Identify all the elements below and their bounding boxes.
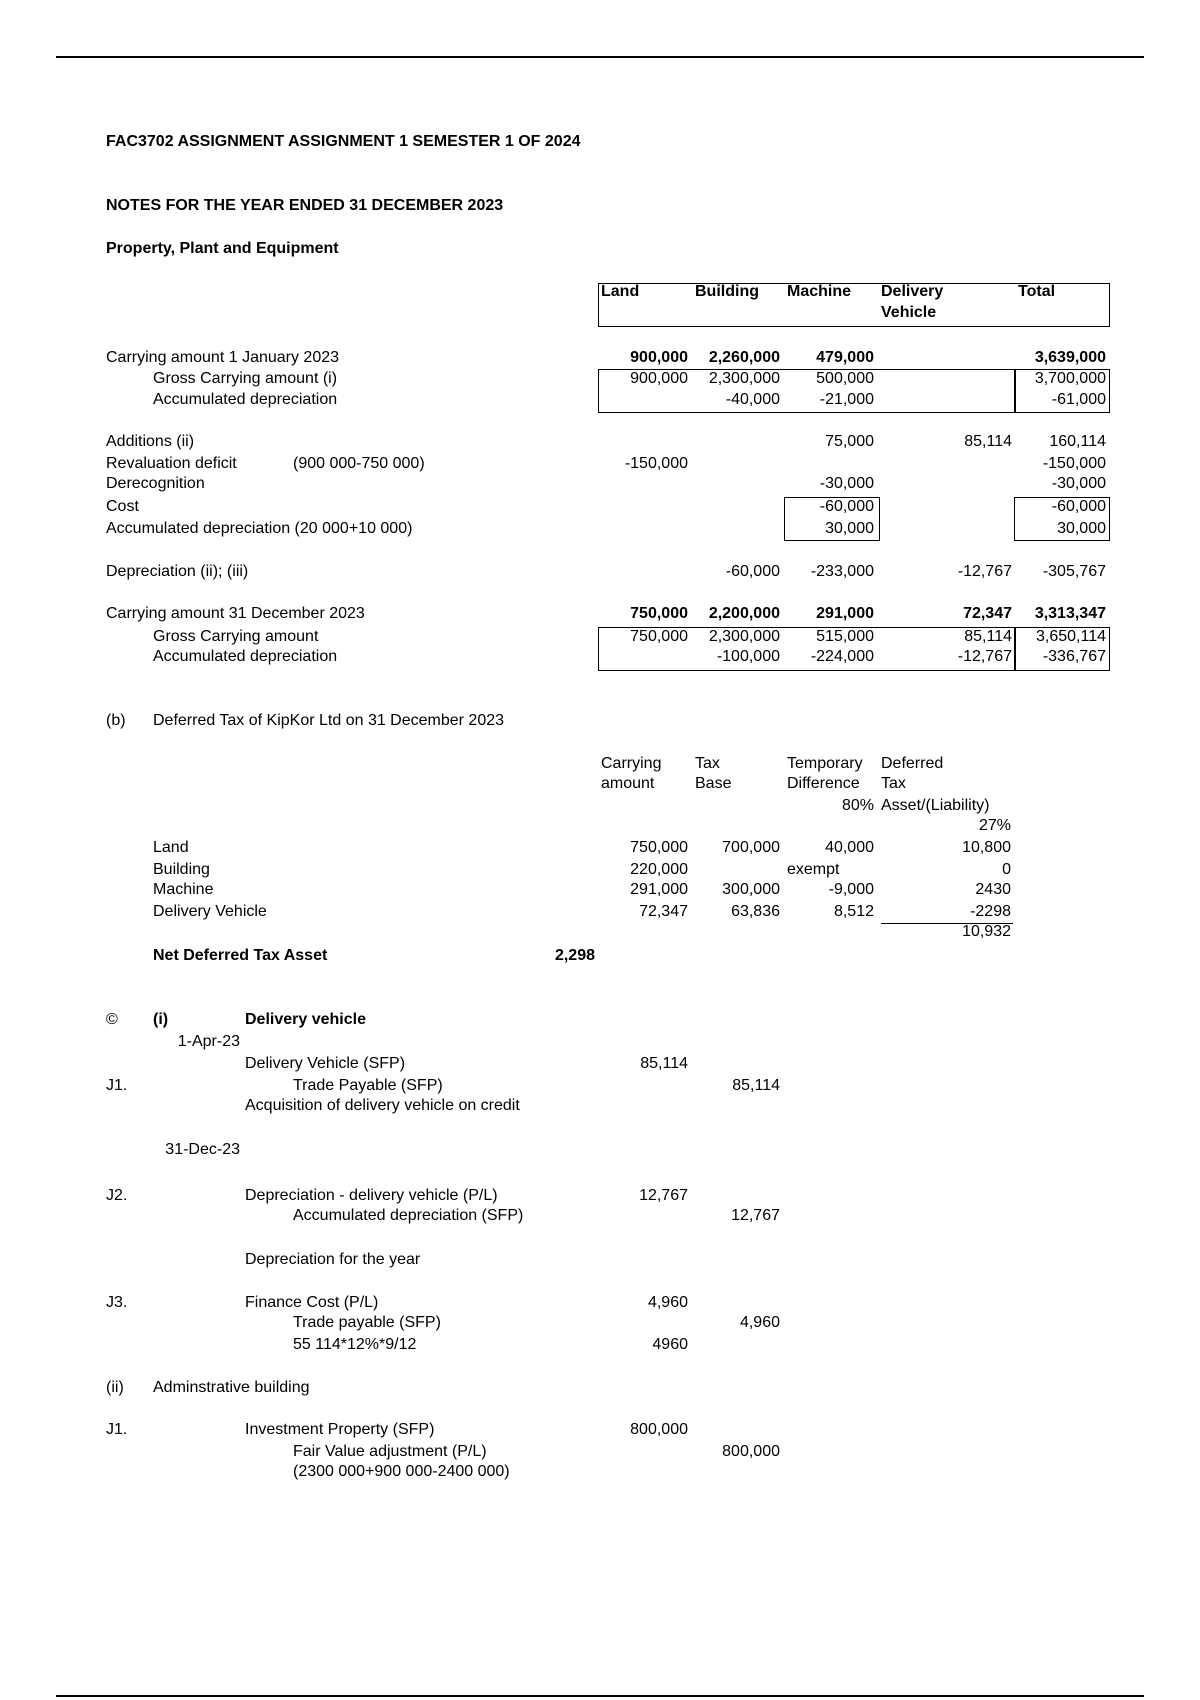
cell-machine: 75,000 bbox=[825, 433, 874, 450]
row-label: Machine bbox=[153, 881, 214, 898]
cell-deferred: 10,800 bbox=[962, 839, 1011, 856]
cell-taxbase: 700,000 bbox=[722, 839, 780, 856]
dt-header-carrying: Carrying bbox=[601, 755, 662, 772]
row-label: Carrying amount 1 January 2023 bbox=[106, 349, 340, 366]
cell-building: 2,260,000 bbox=[708, 349, 780, 366]
cell-total: 3,650,114 bbox=[1036, 628, 1106, 645]
j2-narration: Depreciation for the year bbox=[245, 1251, 421, 1268]
row-label: Revaluation deficit bbox=[106, 455, 237, 472]
cell-total: 3,639,000 bbox=[1034, 349, 1106, 366]
row-label: Accumulated depreciation bbox=[153, 391, 338, 408]
cell-machine: 479,000 bbox=[816, 349, 874, 366]
j3-credit-account: Trade payable (SFP) bbox=[293, 1314, 441, 1331]
row-label: Depreciation (ii); (iii) bbox=[106, 563, 249, 580]
cell-machine: -60,000 bbox=[819, 498, 874, 515]
j3-debit-account: Finance Cost (P/L) bbox=[245, 1294, 379, 1311]
cell-deferred: 2430 bbox=[975, 881, 1011, 898]
j2-credit-amount: 12,767 bbox=[731, 1207, 780, 1224]
cell-temp: -9,000 bbox=[828, 881, 874, 898]
row-label: Carrying amount 31 December 2023 bbox=[106, 605, 365, 622]
cell-total: -30,000 bbox=[1051, 475, 1106, 492]
row-label: Land bbox=[153, 839, 189, 856]
cell-machine: -30,000 bbox=[819, 475, 874, 492]
dt-header-taxbase-2: Base bbox=[695, 775, 732, 792]
cell-total: -60,000 bbox=[1051, 498, 1106, 515]
cell-carrying: 220,000 bbox=[630, 861, 688, 878]
j2-credit-account: Accumulated depreciation (SFP) bbox=[293, 1207, 524, 1224]
cell-building: -100,000 bbox=[716, 648, 780, 665]
row-label: Gross Carrying amount bbox=[153, 628, 319, 645]
cell-carrying: 750,000 bbox=[630, 839, 688, 856]
cell-temp: 8,512 bbox=[833, 903, 874, 920]
j2-debit-account: Depreciation - delivery vehicle (P/L) bbox=[245, 1187, 498, 1204]
cell-total: -150,000 bbox=[1042, 455, 1106, 472]
row-label: Derecognition bbox=[106, 475, 205, 492]
cell-building: 2,300,000 bbox=[708, 628, 780, 645]
j4-credit-amount: 800,000 bbox=[722, 1443, 780, 1460]
cell-machine: 30,000 bbox=[825, 520, 874, 537]
ppe-header-delivery-2: Vehicle bbox=[881, 304, 937, 321]
cell-total: 30,000 bbox=[1057, 520, 1106, 537]
cell-temp: exempt bbox=[787, 861, 840, 878]
dt-header-tax-rate: 27% bbox=[978, 817, 1011, 834]
cell-taxbase: 63,836 bbox=[731, 903, 780, 920]
section-b-label: (b) bbox=[106, 712, 126, 729]
cell-deferred: 0 bbox=[1002, 861, 1011, 878]
ppe-header-land: Land bbox=[601, 283, 640, 300]
cell-total: 3,700,000 bbox=[1034, 370, 1106, 387]
dt-header-carrying-2: amount bbox=[601, 775, 655, 792]
row-label: Building bbox=[153, 861, 210, 878]
sub-i-title: Delivery vehicle bbox=[245, 1011, 366, 1028]
dt-header-temp: Temporary bbox=[787, 755, 863, 772]
cell-total: 3,313,347 bbox=[1034, 605, 1106, 622]
dt-header-temp-rate: 80% bbox=[841, 797, 874, 814]
row-label: Accumulated depreciation (20 000+10 000) bbox=[106, 520, 413, 537]
j3-calculation-value: 4960 bbox=[652, 1336, 688, 1353]
cell-machine: -21,000 bbox=[819, 391, 874, 408]
row-label: Gross Carrying amount (i) bbox=[153, 370, 338, 387]
cell-carrying: 72,347 bbox=[639, 903, 688, 920]
j1-debit-amount: 85,114 bbox=[640, 1055, 688, 1072]
cell-delivery: -12,767 bbox=[957, 648, 1012, 665]
notes-heading: NOTES FOR THE YEAR ENDED 31 DECEMBER 2023 bbox=[106, 197, 504, 214]
top-rule bbox=[56, 56, 1144, 58]
cell-delivery: 85,114 bbox=[964, 433, 1012, 450]
cell-building: 2,300,000 bbox=[708, 370, 780, 387]
sub-i-label: (i) bbox=[153, 1011, 169, 1028]
cell-machine: 515,000 bbox=[816, 628, 874, 645]
cell-land: -150,000 bbox=[624, 455, 688, 472]
row-label: Accumulated depreciation bbox=[153, 648, 338, 665]
j2-label: J2. bbox=[106, 1187, 128, 1204]
cell-machine: -224,000 bbox=[810, 648, 874, 665]
ppe-header-machine: Machine bbox=[787, 283, 852, 300]
cell-machine: -233,000 bbox=[810, 563, 874, 580]
j1-credit-account: Trade Payable (SFP) bbox=[293, 1077, 443, 1094]
cell-land: 900,000 bbox=[630, 370, 688, 387]
j3-calculation: 55 114*12%*9/12 bbox=[293, 1336, 417, 1353]
cell-building: -40,000 bbox=[725, 391, 780, 408]
page-title: FAC3702 ASSIGNMENT ASSIGNMENT 1 SEMESTER 1 OF 2024 bbox=[106, 133, 581, 150]
j4-label: J1. bbox=[106, 1421, 128, 1438]
cell-total: -305,767 bbox=[1042, 563, 1106, 580]
journal-date-2: 31-Dec-23 bbox=[165, 1141, 240, 1158]
cell-delivery: 72,347 bbox=[963, 605, 1012, 622]
ppe-header-delivery: Delivery bbox=[881, 283, 944, 300]
cell-building: -60,000 bbox=[725, 563, 780, 580]
j3-label: J3. bbox=[106, 1294, 128, 1311]
cell-taxbase: 300,000 bbox=[722, 881, 780, 898]
deferred-subtotal: 10,932 bbox=[962, 923, 1011, 940]
ppe-heading: Property, Plant and Equipment bbox=[106, 240, 339, 257]
cell-total: -336,767 bbox=[1042, 648, 1106, 665]
row-label: Additions (ii) bbox=[106, 433, 195, 450]
cell-land: 750,000 bbox=[630, 628, 688, 645]
dt-header-deferred-3: Asset/(Liability) bbox=[881, 797, 990, 814]
row-label: Cost bbox=[106, 498, 139, 515]
j4-credit-account: Fair Value adjustment (P/L) bbox=[293, 1443, 487, 1460]
j3-debit-amount: 4,960 bbox=[647, 1294, 688, 1311]
journal-date-1: 1-Apr-23 bbox=[177, 1033, 240, 1050]
cell-machine: 500,000 bbox=[816, 370, 874, 387]
j4-debit-account: Investment Property (SFP) bbox=[245, 1421, 435, 1438]
net-deferred-label: Net Deferred Tax Asset bbox=[153, 947, 328, 964]
net-deferred-value: 2,298 bbox=[554, 947, 595, 964]
sub-ii-label: (ii) bbox=[106, 1379, 124, 1396]
cell-temp: 40,000 bbox=[825, 839, 874, 856]
dt-header-deferred: Deferred bbox=[881, 755, 944, 772]
j4-calculation: (2300 000+900 000-2400 000) bbox=[293, 1463, 510, 1480]
j1-narration: Acquisition of delivery vehicle on credit bbox=[245, 1097, 520, 1114]
j1-debit-account: Delivery Vehicle (SFP) bbox=[245, 1055, 406, 1072]
cell-carrying: 291,000 bbox=[630, 881, 688, 898]
row-label: Delivery Vehicle bbox=[153, 903, 267, 920]
section-c-label: © bbox=[106, 1011, 118, 1028]
dt-header-temp-2: Difference bbox=[787, 775, 860, 792]
cell-deferred: -2298 bbox=[970, 903, 1011, 920]
cell-delivery: -12,767 bbox=[957, 563, 1012, 580]
cell-land: 900,000 bbox=[630, 349, 688, 366]
j2-debit-amount: 12,767 bbox=[639, 1187, 688, 1204]
cell-building: 2,200,000 bbox=[708, 605, 780, 622]
cell-total: -61,000 bbox=[1051, 391, 1106, 408]
ppe-header-building: Building bbox=[695, 283, 759, 300]
sub-ii-title: Adminstrative building bbox=[153, 1379, 310, 1396]
j1-credit-amount: 85,114 bbox=[732, 1077, 780, 1094]
dt-header-deferred-2: Tax bbox=[881, 775, 906, 792]
dt-header-taxbase: Tax bbox=[695, 755, 720, 772]
bottom-rule bbox=[56, 1695, 1144, 1697]
row-note: (900 000-750 000) bbox=[293, 455, 425, 472]
cell-land: 750,000 bbox=[630, 605, 688, 622]
j4-debit-amount: 800,000 bbox=[630, 1421, 688, 1438]
j1-label: J1. bbox=[106, 1077, 128, 1094]
j3-credit-amount: 4,960 bbox=[739, 1314, 780, 1331]
cell-total: 160,114 bbox=[1049, 433, 1106, 450]
cell-machine: 291,000 bbox=[816, 605, 874, 622]
deferred-heading: Deferred Tax of KipKor Ltd on 31 December 2023 bbox=[153, 712, 505, 729]
ppe-header-total: Total bbox=[1018, 283, 1056, 300]
cell-delivery: 85,114 bbox=[964, 628, 1012, 645]
